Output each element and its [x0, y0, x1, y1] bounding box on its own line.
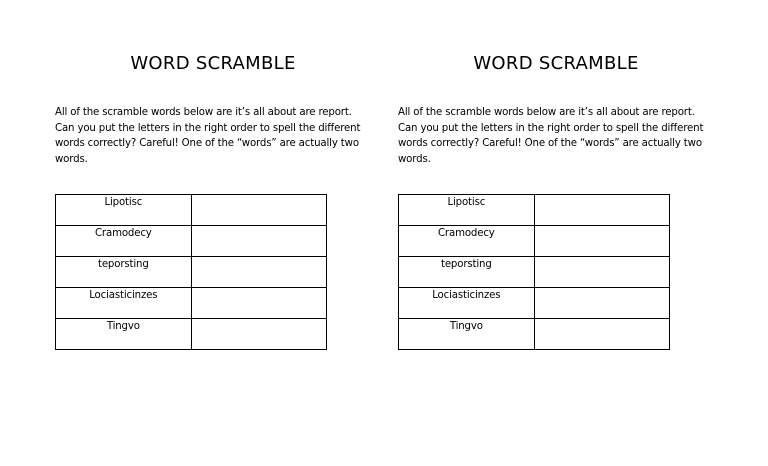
answer-cell[interactable] [534, 226, 669, 257]
table-row [399, 288, 670, 319]
worksheet-instructions: All of the scramble words below are it’s all about are report. Can you put the letters in the right order to spell the different words correctly? Careful! One of the “words” are actually two words. [398, 107, 704, 165]
scrambled-word: Lociasticinzes [56, 288, 192, 319]
scrambled-word: Lipotisc [56, 195, 192, 226]
table-row [399, 195, 670, 226]
table-row [56, 195, 327, 226]
table-row [56, 288, 327, 319]
answer-cell[interactable] [191, 319, 326, 350]
worksheet-instructions: All of the scramble words below are it’s all about are report. Can you put the letters in the right order to spell the different words correctly? Careful! One of the “words” are actually two words. [55, 107, 361, 165]
scrambled-word: Cramodecy [56, 226, 192, 257]
worksheet-title: WORD SCRAMBLE [130, 53, 296, 74]
table-row [56, 257, 327, 288]
scrambled-word: teporsting [399, 257, 535, 288]
table-row [56, 226, 327, 257]
scrambled-word: teporsting [56, 257, 192, 288]
scrambled-word: Tingvo [399, 319, 535, 350]
table-row [399, 226, 670, 257]
scrambled-word: Tingvo [56, 319, 192, 350]
answer-cell[interactable] [534, 195, 669, 226]
table-row [399, 319, 670, 350]
scrambled-word: Cramodecy [399, 226, 535, 257]
table-row [399, 257, 670, 288]
table-row [56, 319, 327, 350]
scrambled-word: Lociasticinzes [399, 288, 535, 319]
answer-cell[interactable] [191, 226, 326, 257]
worksheet-title: WORD SCRAMBLE [473, 53, 639, 74]
answer-cell[interactable] [534, 288, 669, 319]
scramble-table [55, 194, 327, 350]
answer-cell[interactable] [534, 257, 669, 288]
scramble-table [398, 194, 670, 350]
answer-cell[interactable] [534, 319, 669, 350]
scrambled-word: Lipotisc [399, 195, 535, 226]
answer-cell[interactable] [191, 195, 326, 226]
answer-cell[interactable] [191, 257, 326, 288]
answer-cell[interactable] [191, 288, 326, 319]
